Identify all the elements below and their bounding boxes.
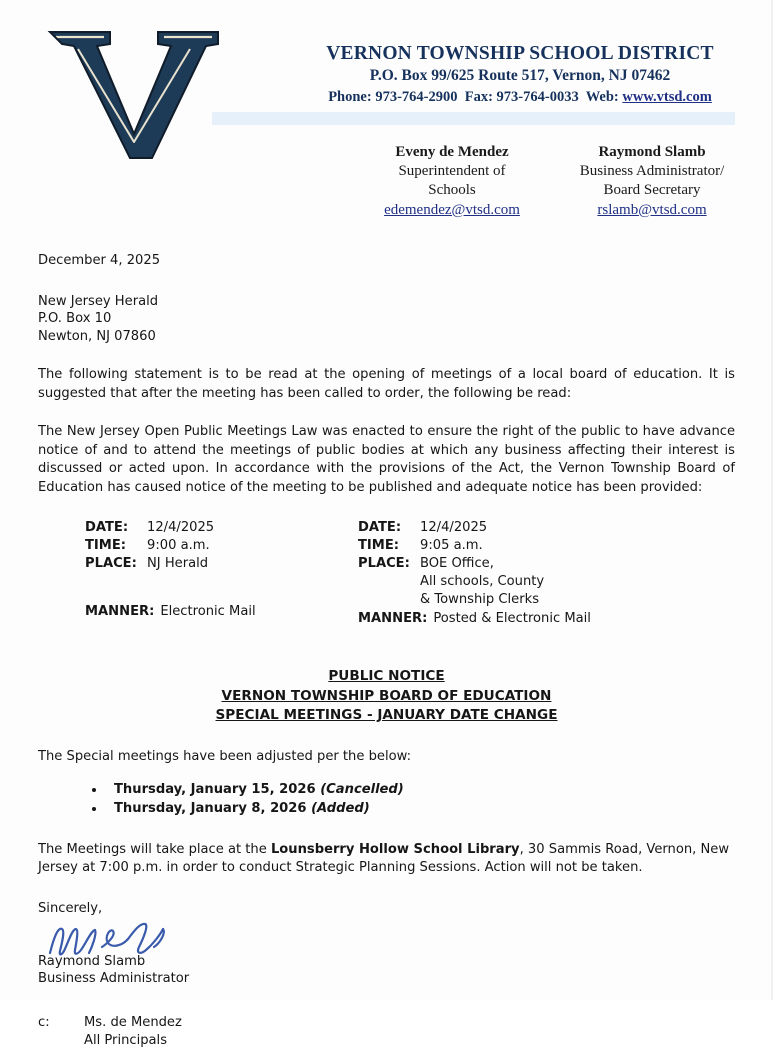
meetings-lead-in: The Special meetings have been adjusted per the below: [38, 749, 411, 765]
list-item [106, 800, 735, 819]
place-label: PLACE: [85, 556, 137, 572]
letterhead [0, 0, 773, 232]
signature-block [38, 900, 735, 988]
heading-line-2: VERNON TOWNSHIP BOARD OF EDUCATION [221, 687, 552, 704]
phone-number: 973-764-2900 [375, 89, 458, 106]
signer-name: Raymond Slamb [38, 953, 146, 969]
date-label: DATE: [358, 520, 402, 536]
manner-value: Posted & Electronic Mail [433, 610, 591, 626]
addressee-line-2: P.O. Box 10 [38, 311, 112, 327]
officer-title-line-2: Board Secretary [603, 182, 701, 199]
notice-date-row [358, 519, 591, 537]
meeting-date: Thursday, January 15, 2026 [114, 781, 316, 797]
district-contact-line [300, 87, 740, 109]
district-name: VERNON TOWNSHIP SCHOOL DISTRICT [326, 43, 714, 64]
place-label: PLACE: [358, 556, 410, 572]
officers-row [352, 143, 752, 220]
carbon-copy-block [38, 1014, 735, 1050]
meeting-status: (Added) [311, 800, 370, 816]
date-value: 12/4/2025 [420, 520, 488, 536]
cc-label: c: [38, 1015, 50, 1031]
notice-place-row [85, 555, 256, 573]
notice-column-left [85, 519, 256, 620]
addressee-block [38, 293, 735, 346]
vernon-v-logo-icon [44, 22, 224, 162]
signer-title: Business Administrator [38, 971, 190, 987]
officer-business-administrator [552, 143, 752, 220]
district-header-text [300, 42, 740, 109]
statement-paragraph-1: The following statement is to be read at the opening of meetings of a local board of education. It is suggested that after the meeting has been called to order, the following be read: [38, 366, 735, 401]
notice-date-row [85, 519, 256, 537]
officer-email[interactable]: edemendez@vtsd.com [384, 201, 520, 218]
list-item [106, 781, 735, 800]
place-value-line-1: BOE Office, [420, 556, 494, 572]
heading-line-3: SPECIAL MEETINGS - JANUARY DATE CHANGE [215, 707, 558, 724]
fax-label: Fax: [464, 89, 493, 106]
notice-column-right [358, 519, 591, 627]
closing-suffix: , 30 Sammis Road, Vernon, New Jersey at 7:00 p.m. in order to conduct Strategic Planning Sessions. Action will not be taken. [38, 841, 730, 876]
website-link[interactable]: www.vtsd.com [622, 89, 712, 106]
meeting-location-paragraph [38, 841, 735, 878]
header-divider-band [212, 112, 735, 125]
venue-name: Lounsberry Hollow School Library [270, 841, 520, 857]
closing-salutation: Sincerely, [38, 901, 103, 917]
officer-email[interactable]: rslamb@vtsd.com [597, 201, 707, 218]
place-value: NJ Herald [147, 556, 209, 572]
letter-date: December 4, 2025 [38, 253, 161, 268]
district-address: P.O. Box 99/625 Route 517, Vernon, NJ 07462 [369, 67, 671, 84]
web-label: Web: [585, 89, 619, 106]
time-label: TIME: [358, 538, 400, 554]
heading-line-1: PUBLIC NOTICE [328, 668, 445, 685]
notice-manner-row [85, 603, 256, 621]
time-value: 9:00 a.m. [147, 538, 210, 554]
notice-time-row [85, 537, 256, 555]
handwritten-signature-icon [42, 917, 735, 957]
notice-place-row [358, 555, 591, 573]
statement-paragraph-2: The New Jersey Open Public Meetings Law was enacted to ensure the right of the public to have advance notice of and to attend the meetings of public bodies at which any business affecting their interest is discussed or acted upon. In accordance with the provisions of the Act, the Vernon Township Board of Education has caused notice of the meeting to be published and adequate notice has been provided: [38, 424, 735, 495]
notice-columns [38, 519, 735, 626]
phone-label: Phone: [328, 89, 372, 106]
manner-label: MANNER: [358, 610, 428, 626]
place-value-line-2: All schools, County [420, 573, 545, 589]
fax-number: 973-764-0033 [496, 89, 579, 106]
officer-title-line-1: Superintendent of [398, 163, 506, 180]
closing-prefix: The Meetings will take place at the [38, 841, 271, 857]
date-value: 12/4/2025 [147, 520, 215, 536]
addressee-line-3: Newton, NJ 07860 [38, 329, 156, 345]
date-label: DATE: [85, 520, 129, 536]
cc-recipient-1: Ms. de Mendez [84, 1015, 182, 1031]
officer-name: Eveny de Mendez [395, 144, 509, 160]
officer-title-line-2: Schools [428, 182, 476, 199]
meetings-list [38, 781, 735, 819]
manner-value: Electronic Mail [160, 603, 256, 619]
officer-title-line-1: Business Administrator/ [579, 163, 725, 180]
addressee-name: New Jersey Herald [38, 293, 159, 309]
time-label: TIME: [85, 538, 127, 554]
notice-manner-row [358, 610, 591, 628]
officer-name: Raymond Slamb [598, 144, 706, 160]
meeting-status: (Cancelled) [320, 781, 404, 797]
notice-time-row [358, 537, 591, 555]
officer-superintendent [352, 143, 552, 220]
letter-body [0, 232, 773, 1050]
manner-label: MANNER: [85, 603, 155, 619]
place-value-line-3: & Township Clerks [420, 592, 540, 608]
public-notice-heading [38, 667, 735, 725]
cc-recipients [84, 1014, 182, 1050]
cc-recipient-2: All Principals [84, 1033, 168, 1048]
meeting-date: Thursday, January 8, 2026 [114, 800, 307, 816]
time-value: 9:05 a.m. [420, 538, 483, 554]
